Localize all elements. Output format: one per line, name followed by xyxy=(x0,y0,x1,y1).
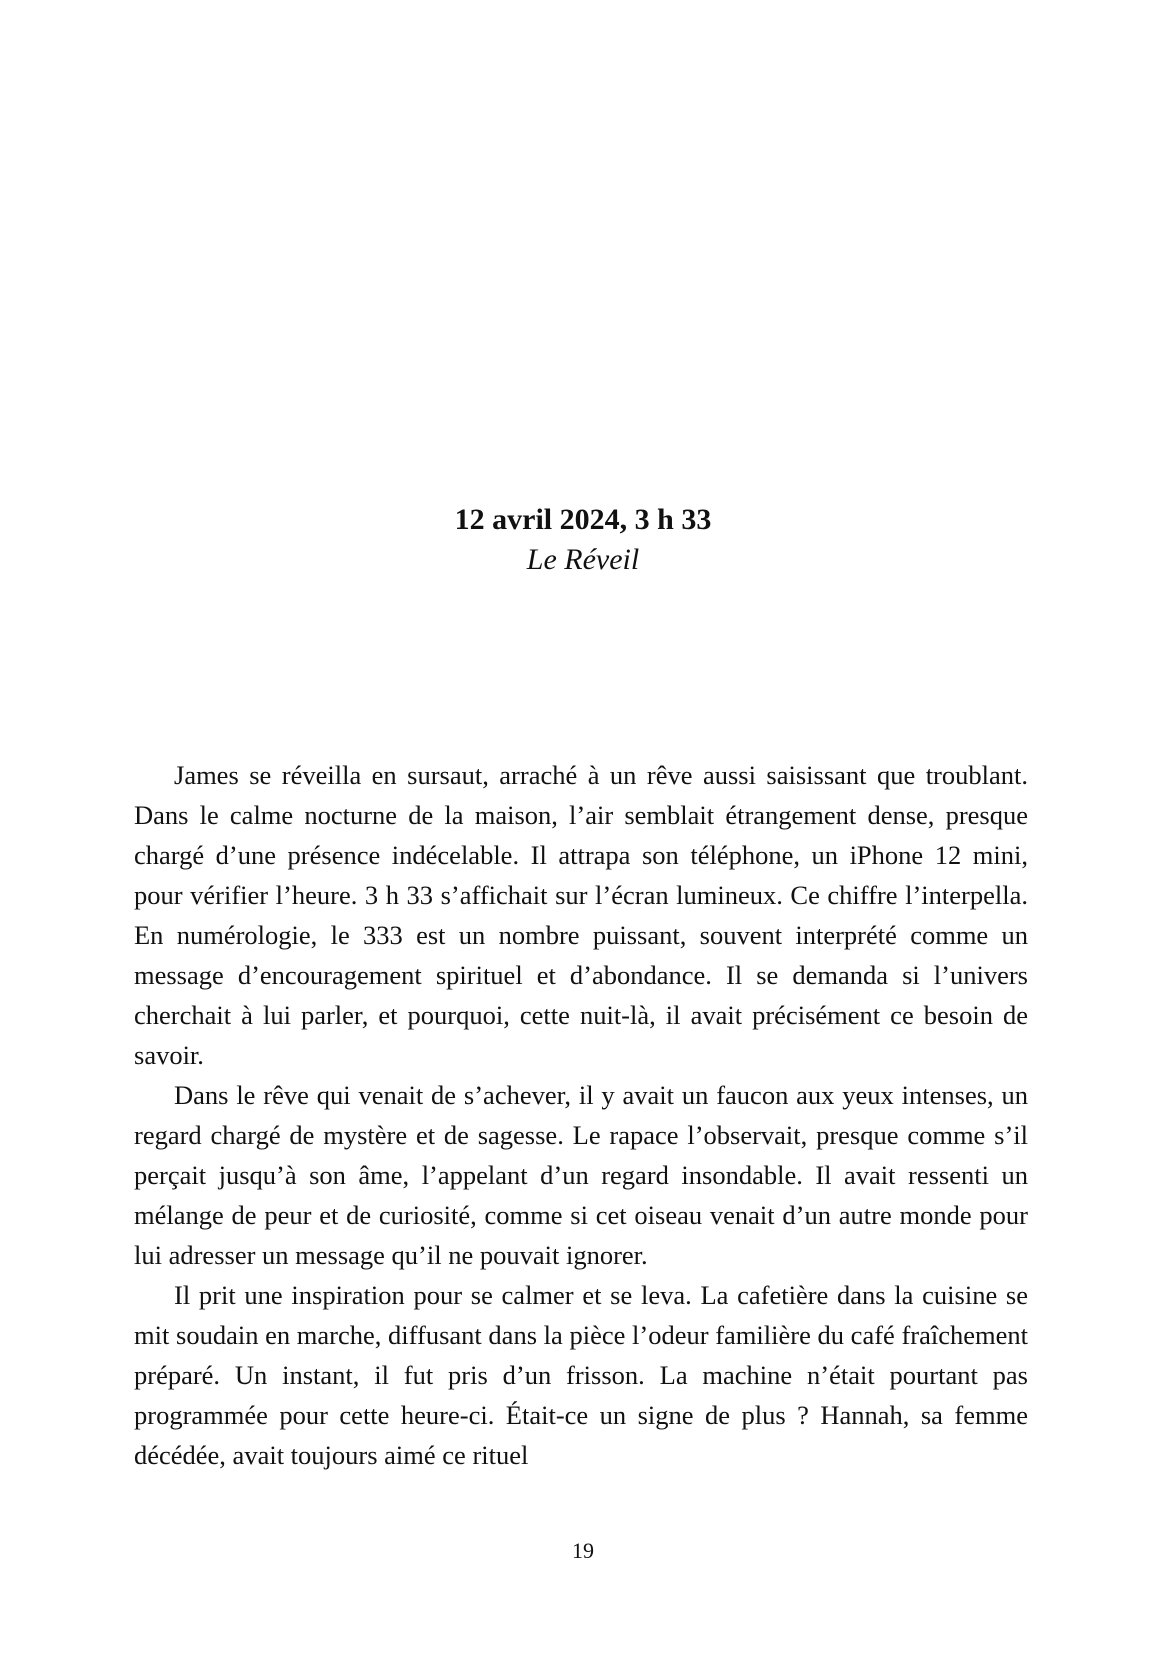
chapter-heading xyxy=(0,500,1166,580)
page-number: 19 xyxy=(572,1538,594,1563)
paragraph-1: James se réveilla en sursaut, arraché à un rêve aussi saisissant que troublant. Dans le calme nocturne de la maison, l’air semblait étrangement dense, presque chargé d’une présence indécelable. Il attrapa son téléphone, un iPhone 12 mini, pour vérifier l’heure. 3 h 33 s’affichait sur l’écran lumineux. Ce chiffre l’interpella. En numérologie, le 333 est un nombre puissant, souvent interprété comme un message d’encouragement spirituel et d’abondance. Il se demanda si l’univers cherchait à lui parler, et pourquoi, cette nuit-là, il avait précisément ce besoin de savoir. xyxy=(134,760,1028,1070)
paragraph-2: Dans le rêve qui venait de s’achever, il y avait un faucon aux yeux intenses, un regard chargé de mystère et de sagesse. Le rapace l’observait, presque comme s’il perçait jusqu’à son âme, l’appelant d’un regard insondable. Il avait ressenti un mélange de peur et de curiosité, comme si cet oiseau venait d’un autre monde pour lui adresser un message qu’il ne pouvait ignorer. xyxy=(134,1080,1028,1270)
body-text xyxy=(134,755,1028,1475)
chapter-subtitle: Le Réveil xyxy=(526,543,640,576)
paragraph-3: Il prit une inspiration pour se calmer et se leva. La cafetière dans la cuisine se mit soudain en marche, diffusant dans la pièce l’odeur familière du café fraîchement préparé. Un instant, il fut pris d’un frisson. La machine n’était pourtant pas programmée pour cette heure-ci. Était-ce un signe de plus ? Hannah, sa femme décédée, avait toujours aimé ce rituel xyxy=(134,1280,1028,1470)
chapter-date: 12 avril 2024, 3 h 33 xyxy=(454,503,712,536)
